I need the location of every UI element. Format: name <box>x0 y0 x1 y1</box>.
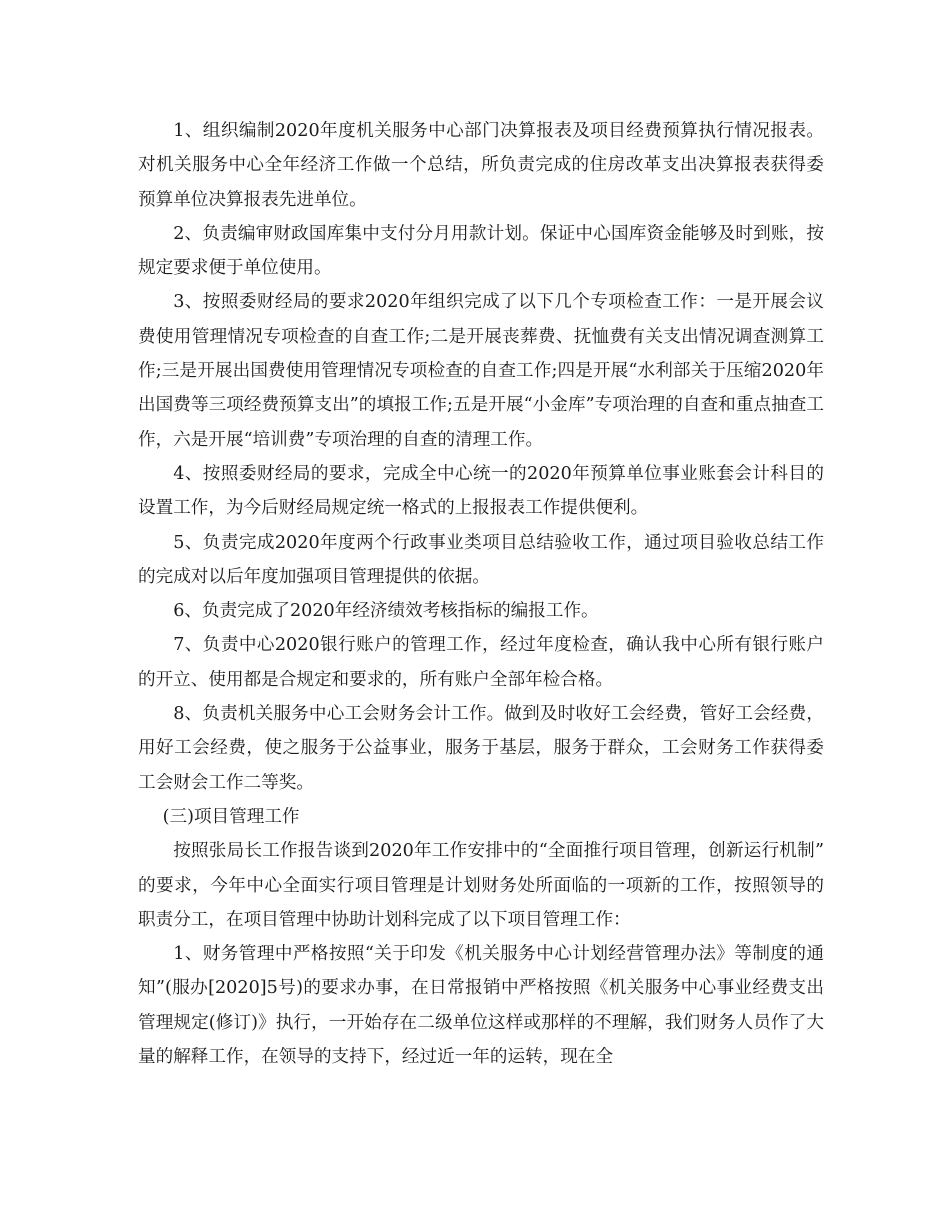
paragraph-project-management-intro: 按照张局长工作报告谈到2020年工作安排中的“全面推行项目管理，创新运行机制”的要求，今年中心全面实行项目管理是计划财务处所面临的一项新的工作，按照领导的职责分工，在项目管理中协助计划科完成了以下项目管理工作： <box>138 841 824 930</box>
section-heading-project-management: (三)项目管理工作 <box>162 806 300 827</box>
paragraph-union-finance: 8、负责机关服务中心工会财务会计工作。做到及时收好工会经费，管好工会经费，用好工会经费，使之服务于公益事业，服务于基层，服务于群众，工会财务工作获得委工会财会工作二等奖。 <box>138 704 824 793</box>
paragraph-special-inspections: 3、按照委财经局的要求2020年组织完成了以下几个专项检查工作：一是开展会议费使用管理情况专项检查的自查工作;二是开展丧葬费、抚恤费有关支出情况调查测算工作;三是开展出国费使用管理情况专项检查的自查工作;四是开展“水利部关于压缩2020年出国费等三项经费预算支出”的填报工作;五是开展“小金库”专项治理的自查和重点抽查工作，六是开展“培训费”专项治理的自查的清理工作。 <box>138 292 824 450</box>
paragraph-project-acceptance: 5、负责完成2020年度两个行政事业类项目总结验收工作，通过项目验收总结工作的完成对以后年度加强项目管理提供的依据。 <box>138 532 824 587</box>
paragraph-account-setup: 4、按照委财经局的要求，完成全中心统一的2020年预算单位事业账套会计科目的设置工作，为今后财经局规定统一格式的上报报表工作提供便利。 <box>138 463 824 519</box>
paragraph-bank-accounts: 7、负责中心2020银行账户的管理工作，经过年度检查，确认我中心所有银行账户的开立、使用都是合规定和要求的，所有账户全部年检合格。 <box>138 635 824 690</box>
paragraph-budget-reports: 1、组织编制2020年度机关服务中心部门决算报表及项目经费预算执行情况报表。对机关服务中心全年经济工作做一个总结，所负责完成的住房改革支出决算报表获得委预算单位决算报表先进单位。 <box>138 121 824 210</box>
paragraph-treasury-plan: 2、负责编审财政国库集中支付分月用款计划。保证中心国库资金能够及时到账，按规定要求便于单位使用。 <box>138 223 824 279</box>
document-body <box>138 114 824 1074</box>
paragraph-performance-indicators: 6、负责完成了2020年经济绩效考核指标的编报工作。 <box>173 601 599 622</box>
paragraph-financial-management: 1、财务管理中严格按照“关于印发《机关服务中心计划经营管理办法》等制度的通知”(服办[2020]5号)的要求办事，在日常报销中严格按照《机关服务中心事业经费支出管理规定(修订)》执行，一开始存在二级单位这样或那样的不理解，我们财务人员作了大量的解释工作，在领导的支持下，经过近一年的运转，现在全 <box>138 944 824 1068</box>
